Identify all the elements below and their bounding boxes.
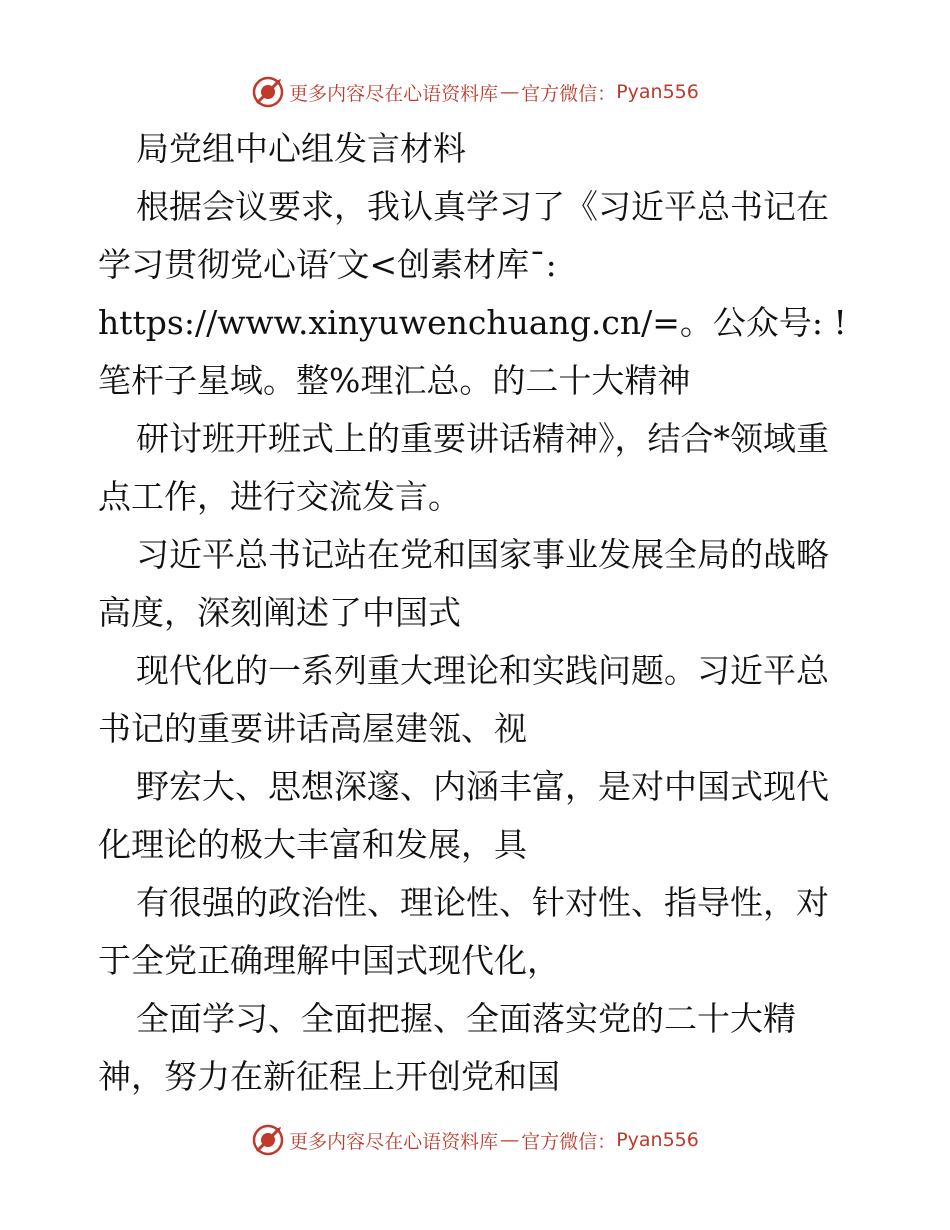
paragraph: 局党组中心组发言材料: [136, 129, 466, 168]
paragraph: 现代化的一系列重大理论和实践问题。习近平总书记的重要讲话高屋建瓴、视: [98, 651, 829, 748]
logo-icon: [251, 1123, 285, 1157]
paragraph: 有很强的政治性、理论性、针对性、指导性，对于全党正确理解中国式现代化，: [98, 883, 829, 980]
paragraph: 野宏大、思想深邃、内涵丰富，是对中国式现代化理论的极大丰富和发展，具: [98, 767, 829, 864]
logo-icon: [251, 75, 285, 109]
banner-text-2: 官方微信：: [521, 82, 617, 105]
paragraph: 全面学习、全面把握、全面落实党的二十大精神，努力在新征程上开创党和国: [98, 999, 796, 1096]
banner-wechat-id: Pyan556: [616, 1129, 699, 1151]
banner-wechat-id: Pyan556: [616, 81, 699, 103]
paragraph: 习近平总书记站在党和国家事业发展全局的战略高度，深刻阐述了中国式: [98, 535, 829, 632]
paragraph: 研讨班开班式上的重要讲话精神》，结合*领域重点工作，进行交流发言。: [98, 419, 829, 516]
paragraph: 根据会议要求，我认真学习了《习近平总书记在学习贯彻党心语′文<创素材库¯: https://www.xinyuwenchuang.cn/=。公众号: ! 笔杆子星域。整%理汇总。的二十大精神: [98, 187, 847, 400]
watermark-banner-top: [0, 72, 950, 112]
document-body: [98, 120, 858, 1106]
banner-text: 更多内容尽在心语资料库: [289, 1130, 499, 1153]
banner-text-2: 官方微信：: [521, 1130, 617, 1153]
banner-text: 更多内容尽在心语资料库: [289, 82, 499, 105]
banner-dash: —: [500, 1129, 520, 1151]
banner-dash: —: [500, 81, 520, 103]
watermark-banner-bottom: [0, 1120, 950, 1160]
